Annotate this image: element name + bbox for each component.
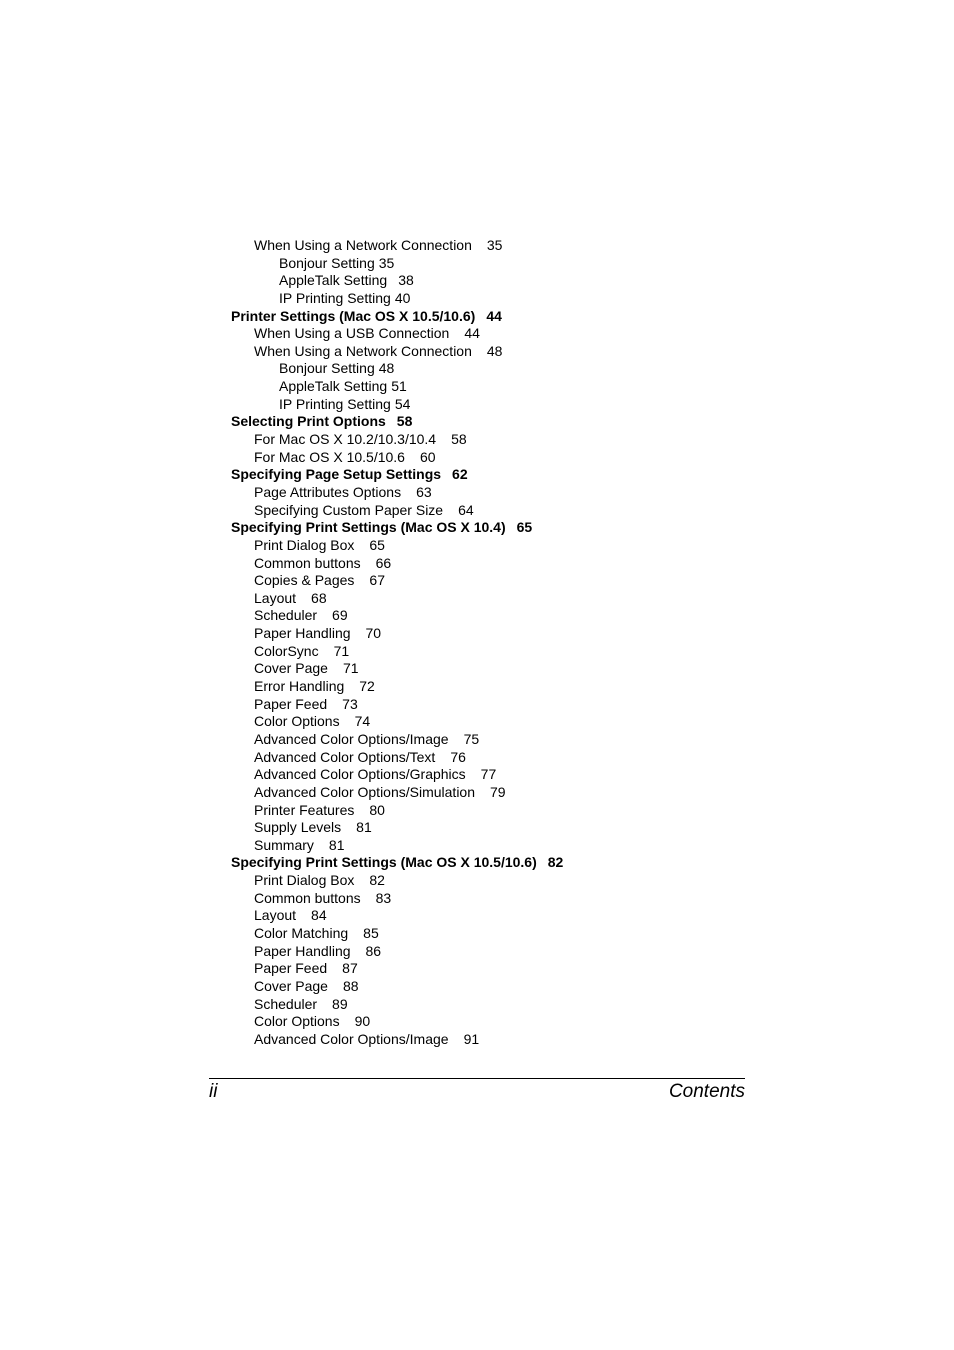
toc-entry[interactable] — [254, 625, 954, 643]
toc-entry-title: For Mac OS X 10.2/10.3/10.4 — [254, 431, 437, 448]
toc-entry-page-number: 63 — [416, 483, 432, 500]
toc-entry-title: Common buttons — [254, 889, 361, 906]
toc-entry-page-number: 62 — [452, 466, 468, 483]
toc-entry-page-number: 68 — [311, 589, 327, 606]
toc-entry[interactable] — [254, 802, 954, 820]
toc-entry-title: Summary — [254, 836, 314, 853]
toc-entry-title: Common buttons — [254, 554, 361, 571]
toc-entry[interactable] — [254, 890, 954, 908]
footer-section-title: Contents — [668, 1081, 745, 1102]
toc-entry-title: Layout — [254, 589, 297, 606]
toc-entry-page-number: 51 — [391, 378, 407, 395]
toc-entry-page-number: 69 — [332, 607, 348, 624]
toc-entry-title: For Mac OS X 10.5/10.6 — [254, 448, 405, 465]
toc-entry-page-number: 48 — [378, 360, 395, 377]
toc-entry-page-number: 70 — [365, 625, 382, 642]
footer-page-number: ii — [209, 1081, 218, 1102]
toc-entry-title: Color Options — [254, 713, 340, 730]
toc-entry-page-number: 80 — [369, 801, 385, 818]
toc-entry-page-number: 81 — [328, 836, 345, 853]
toc-entry-title: Specifying Page Setup Settings — [231, 466, 442, 483]
toc-entry-title: Scheduler — [254, 607, 318, 624]
toc-entry[interactable] — [254, 237, 954, 255]
toc-entry[interactable] — [254, 660, 954, 678]
toc-entry-page-number: 48 — [486, 342, 503, 359]
toc-entry-title: Advanced Color Options/Text — [254, 748, 436, 765]
toc-entry-page-number: 82 — [547, 854, 564, 871]
toc-entry-title: Paper Feed — [254, 695, 328, 712]
toc-entry[interactable] — [254, 907, 954, 925]
toc-entry-page-number: 65 — [516, 519, 533, 536]
toc-entry-title: AppleTalk Setting — [279, 272, 388, 289]
toc-entry[interactable] — [254, 696, 954, 714]
toc-entry-title: Cover Page — [254, 660, 328, 677]
toc-entry[interactable] — [254, 537, 954, 555]
toc-entry[interactable] — [254, 502, 954, 520]
toc-entry[interactable] — [254, 819, 954, 837]
toc-entry-title: Layout — [254, 907, 297, 924]
toc-entry[interactable] — [254, 590, 954, 608]
toc-entry-title: Specifying Print Settings (Mac OS X 10.5/10.6) — [231, 854, 537, 871]
toc-entry[interactable] — [254, 449, 954, 467]
toc-entry[interactable] — [254, 925, 954, 943]
toc-entry-page-number: 77 — [480, 766, 497, 783]
toc-entry[interactable] — [254, 978, 954, 996]
toc-entry-page-number: 71 — [333, 642, 350, 659]
toc-entry-title: Error Handling — [254, 678, 345, 695]
toc-entry-title: Supply Levels — [254, 819, 342, 836]
toc-entry-title: Color Matching — [254, 924, 349, 941]
toc-entry-title: When Using a USB Connection — [254, 325, 450, 342]
toc-entry[interactable] — [254, 749, 954, 767]
toc-entry[interactable] — [254, 484, 954, 502]
toc-entry-page-number: 89 — [332, 995, 348, 1012]
toc-entry[interactable] — [254, 943, 954, 961]
toc-entry-page-number: 86 — [365, 942, 382, 959]
toc-entry[interactable] — [254, 837, 954, 855]
toc-entry-title: Advanced Color Options/Image — [254, 730, 449, 747]
toc-entry-title: Specifying Print Settings (Mac OS X 10.4) — [231, 519, 506, 536]
toc-entry[interactable] — [254, 731, 954, 749]
toc-entry-title: Printer Settings (Mac OS X 10.5/10.6) — [231, 307, 476, 324]
toc-entry[interactable] — [254, 960, 954, 978]
toc-entry-page-number: 65 — [369, 536, 385, 553]
table-of-contents — [0, 237, 954, 1048]
toc-entry-page-number: 82 — [369, 872, 385, 889]
toc-entry[interactable] — [254, 713, 954, 731]
toc-entry-page-number: 67 — [369, 572, 385, 589]
toc-entry[interactable] — [254, 325, 954, 343]
toc-entry-page-number: 35 — [378, 254, 395, 271]
toc-entry-page-number: 54 — [394, 395, 411, 412]
toc-entry-title: Advanced Color Options/Simulation — [254, 783, 476, 800]
toc-entry-title: Advanced Color Options/Graphics — [254, 766, 466, 783]
toc-entry-title: Bonjour Setting — [279, 254, 375, 271]
toc-section-heading[interactable] — [231, 519, 954, 537]
toc-entry-title: When Using a Network Connection — [254, 237, 472, 253]
toc-entry-page-number: 90 — [354, 1013, 371, 1030]
toc-entry-title: AppleTalk Setting — [279, 378, 388, 395]
toc-section-heading[interactable] — [231, 466, 954, 484]
toc-entry-title: Print Dialog Box — [254, 536, 355, 553]
toc-section-heading[interactable] — [231, 308, 954, 326]
toc-subentry[interactable] — [279, 360, 954, 378]
toc-entry[interactable] — [254, 996, 954, 1014]
toc-entry-title: Specifying Custom Paper Size — [254, 501, 444, 518]
toc-entry[interactable] — [254, 343, 954, 361]
toc-entry-page-number: 58 — [451, 431, 467, 448]
toc-entry-title: Paper Handling — [254, 942, 351, 959]
toc-entry-page-number: 87 — [342, 960, 358, 977]
toc-entry-title: Paper Feed — [254, 960, 328, 977]
toc-entry-page-number: 85 — [363, 924, 379, 941]
toc-entry-page-number: 40 — [394, 289, 411, 306]
toc-section-heading[interactable] — [231, 413, 954, 431]
toc-entry-page-number: 44 — [486, 307, 502, 324]
toc-entry-page-number: 64 — [458, 501, 474, 518]
toc-entry-title: Scheduler — [254, 995, 318, 1012]
toc-entry-page-number: 91 — [463, 1030, 480, 1047]
toc-entry-page-number: 35 — [486, 237, 503, 253]
toc-entry[interactable] — [254, 1013, 954, 1031]
toc-subentry[interactable] — [279, 396, 954, 414]
toc-entry-title: Color Options — [254, 1013, 340, 1030]
toc-entry[interactable] — [254, 643, 954, 661]
toc-entry-page-number: 84 — [311, 907, 327, 924]
toc-entry-title: Printer Features — [254, 801, 355, 818]
toc-entry-page-number: 76 — [450, 748, 466, 765]
toc-subentry[interactable] — [279, 378, 954, 396]
toc-entry-page-number: 72 — [359, 678, 375, 695]
toc-entry-title: Advanced Color Options/Image — [254, 1030, 449, 1047]
toc-entry-page-number: 74 — [354, 713, 371, 730]
toc-entry-page-number: 81 — [356, 819, 372, 836]
toc-entry[interactable] — [254, 555, 954, 573]
toc-entry-page-number: 44 — [464, 325, 480, 342]
toc-entry-page-number: 79 — [490, 783, 506, 800]
toc-entry[interactable] — [254, 431, 954, 449]
toc-entry-title: ColorSync — [254, 642, 319, 659]
toc-entry[interactable] — [254, 572, 954, 590]
toc-entry[interactable] — [254, 678, 954, 696]
toc-entry-title: Cover Page — [254, 977, 328, 994]
toc-entry-page-number: 83 — [375, 889, 392, 906]
toc-subentry[interactable] — [279, 290, 954, 308]
toc-subentry[interactable] — [279, 272, 954, 290]
toc-section-heading[interactable] — [231, 854, 954, 872]
toc-entry-page-number: 58 — [396, 413, 413, 430]
toc-entry-page-number: 71 — [342, 660, 359, 677]
toc-entry-title: Page Attributes Options — [254, 483, 402, 500]
toc-entry[interactable] — [254, 1031, 954, 1049]
toc-entry-page-number: 60 — [419, 448, 436, 465]
toc-entry[interactable] — [254, 607, 954, 625]
toc-entry-page-number: 88 — [342, 977, 359, 994]
toc-entry-title: Selecting Print Options — [231, 413, 386, 430]
footer-divider — [209, 1078, 745, 1079]
toc-entry-title: Copies & Pages — [254, 572, 355, 589]
toc-entry-title: Paper Handling — [254, 625, 351, 642]
toc-entry[interactable] — [254, 766, 954, 784]
toc-entry[interactable] — [254, 872, 954, 890]
toc-entry-title: When Using a Network Connection — [254, 342, 472, 359]
toc-entry-page-number: 75 — [463, 730, 480, 747]
toc-entry[interactable] — [254, 784, 954, 802]
toc-entry-title: Print Dialog Box — [254, 872, 355, 889]
toc-subentry[interactable] — [279, 255, 954, 273]
toc-entry-page-number: 73 — [342, 695, 358, 712]
toc-entry-page-number: 66 — [375, 554, 392, 571]
toc-entry-title: IP Printing Setting — [279, 395, 391, 412]
toc-entry-title: IP Printing Setting — [279, 289, 391, 306]
toc-entry-title: Bonjour Setting — [279, 360, 375, 377]
toc-entry-page-number: 38 — [398, 272, 414, 289]
